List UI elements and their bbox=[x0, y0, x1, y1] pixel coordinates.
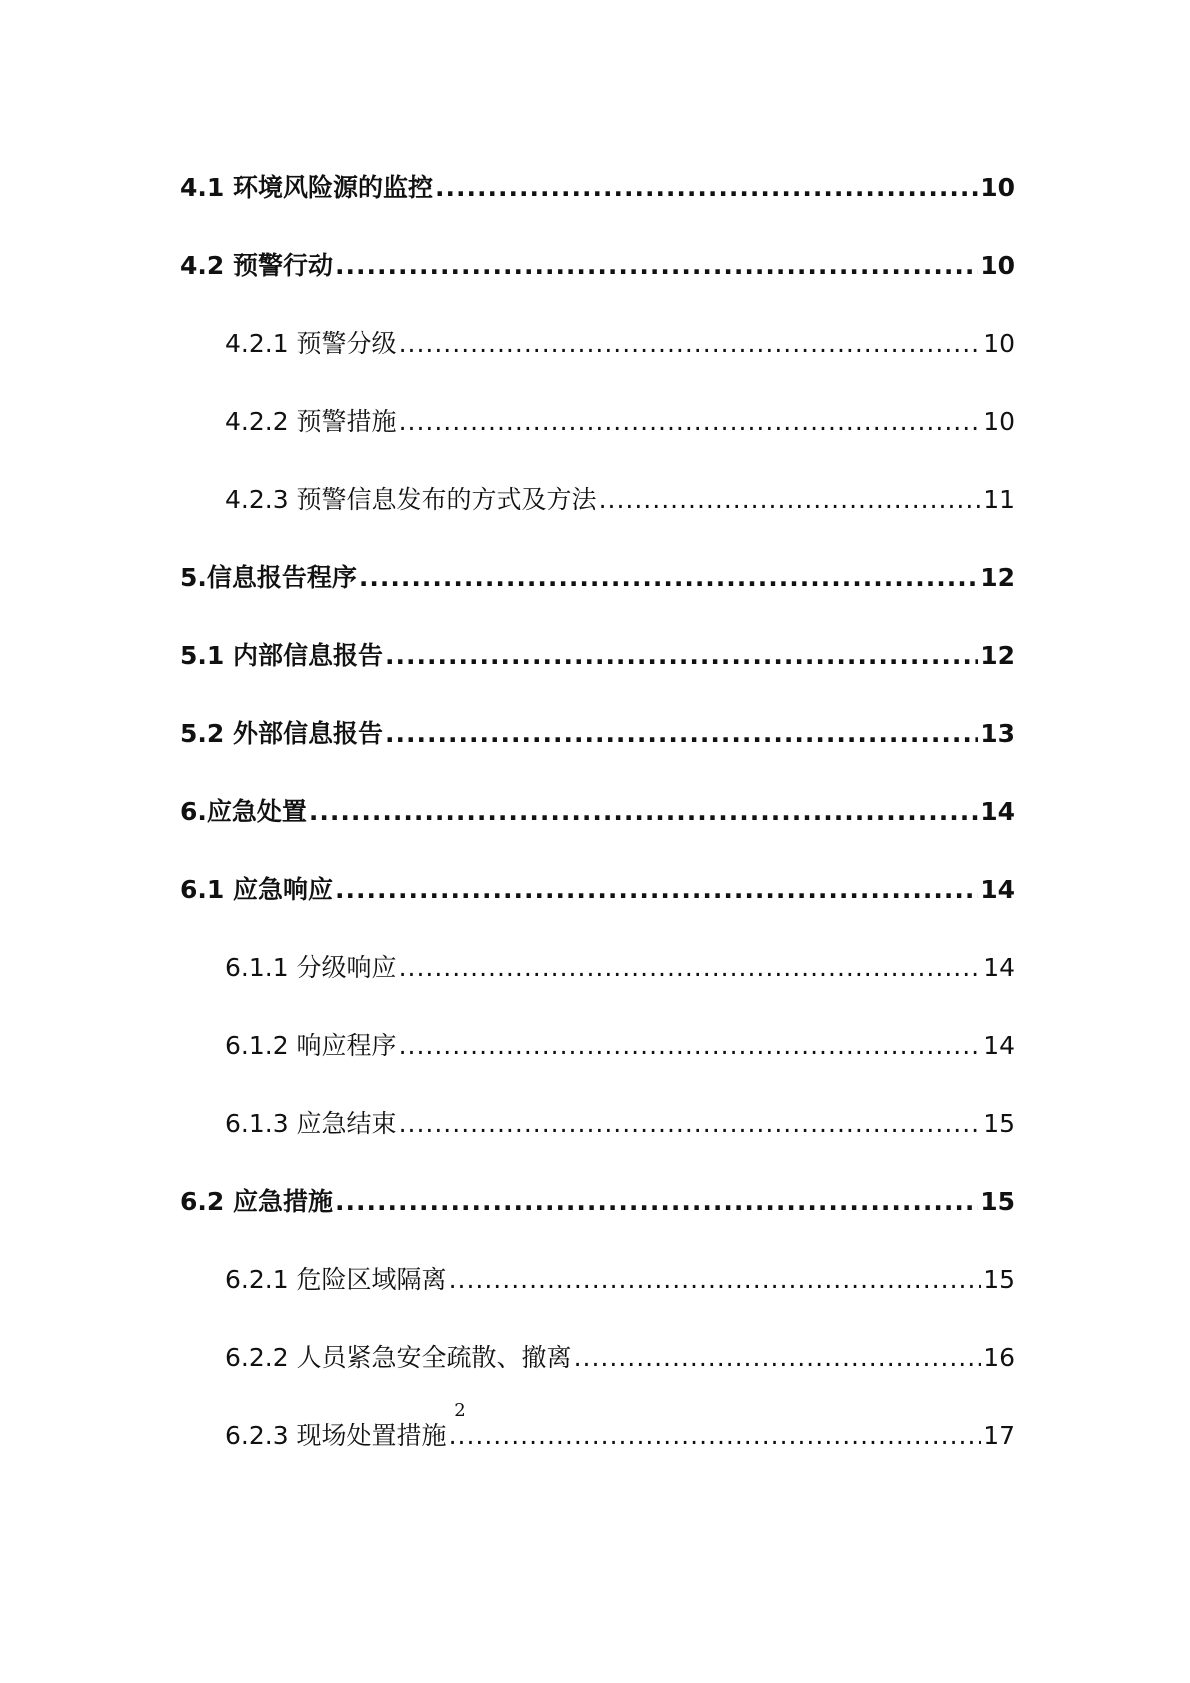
toc-dot-leader bbox=[399, 324, 982, 364]
toc-dot-leader bbox=[335, 1182, 978, 1222]
toc-entry-page: 14 bbox=[983, 953, 1015, 982]
toc-dot-leader bbox=[399, 948, 982, 988]
toc-dot-leader bbox=[449, 1260, 982, 1300]
toc-entry-label: 6.1.3 应急结束 bbox=[225, 1109, 397, 1138]
toc-entry-label: 6.1.1 分级响应 bbox=[225, 953, 397, 982]
toc-entry[interactable] bbox=[225, 1416, 1015, 1456]
toc-entry-label: 4.2.3 预警信息发布的方式及方法 bbox=[225, 485, 597, 514]
toc-entry[interactable] bbox=[180, 792, 1015, 832]
toc-entry-page: 14 bbox=[980, 875, 1015, 904]
toc-dot-leader bbox=[335, 246, 978, 286]
toc-entry[interactable] bbox=[180, 636, 1015, 676]
toc-entry[interactable] bbox=[225, 1338, 1015, 1378]
toc-dot-leader bbox=[309, 792, 978, 832]
toc-entry-label: 6.1 应急响应 bbox=[180, 875, 333, 904]
toc-entry-label: 4.2.1 预警分级 bbox=[225, 329, 397, 358]
toc-entry-label: 6.1.2 响应程序 bbox=[225, 1031, 397, 1060]
toc-entry-label: 6.2.2 人员紧急安全疏散、撤离 bbox=[225, 1343, 572, 1372]
toc-entry[interactable] bbox=[180, 1182, 1015, 1222]
toc-entry[interactable] bbox=[225, 1260, 1015, 1300]
toc-entry-label: 6.2.1 危险区域隔离 bbox=[225, 1265, 447, 1294]
toc-dot-leader bbox=[359, 558, 978, 598]
toc-dot-leader bbox=[399, 402, 982, 442]
toc-entry-label: 5.2 外部信息报告 bbox=[180, 719, 383, 748]
toc-dot-leader bbox=[435, 168, 978, 208]
toc-dot-leader bbox=[574, 1338, 982, 1378]
toc-entry-label: 6.2.3 现场处置措施 bbox=[225, 1421, 447, 1450]
toc-entry-page: 15 bbox=[983, 1109, 1015, 1138]
toc-dot-leader bbox=[399, 1104, 982, 1144]
toc-entry[interactable] bbox=[225, 324, 1015, 364]
toc-entry[interactable] bbox=[225, 480, 1015, 520]
toc-entry-label: 6.应急处置 bbox=[180, 797, 307, 826]
toc-entry-page: 14 bbox=[980, 797, 1015, 826]
toc-entry-page: 10 bbox=[980, 173, 1015, 202]
toc-entry-label: 6.2 应急措施 bbox=[180, 1187, 333, 1216]
toc-entry-page: 10 bbox=[980, 251, 1015, 280]
toc-entry-page: 14 bbox=[983, 1031, 1015, 1060]
toc-entry-page: 10 bbox=[983, 407, 1015, 436]
toc-entry-label: 5.1 内部信息报告 bbox=[180, 641, 383, 670]
toc-entry[interactable] bbox=[225, 948, 1015, 988]
toc-dot-leader bbox=[449, 1416, 982, 1456]
toc-dot-leader bbox=[385, 714, 978, 754]
toc-entry[interactable] bbox=[180, 870, 1015, 910]
toc-dot-leader bbox=[399, 1026, 982, 1066]
toc-entry-label: 4.1 环境风险源的监控 bbox=[180, 173, 433, 202]
toc-entry-page: 12 bbox=[980, 641, 1015, 670]
toc-entry[interactable] bbox=[180, 246, 1015, 286]
toc-entry[interactable] bbox=[180, 714, 1015, 754]
toc-entry-page: 13 bbox=[980, 719, 1015, 748]
toc-entry[interactable] bbox=[225, 1104, 1015, 1144]
toc-entry-label: 4.2.2 预警措施 bbox=[225, 407, 397, 436]
toc-entry-label: 4.2 预警行动 bbox=[180, 251, 333, 280]
toc-entry[interactable] bbox=[180, 558, 1015, 598]
toc-entry[interactable] bbox=[225, 402, 1015, 442]
toc-entry-page: 17 bbox=[983, 1421, 1015, 1450]
toc-dot-leader bbox=[385, 636, 978, 676]
toc-entry[interactable] bbox=[180, 168, 1015, 208]
page-number: 2 bbox=[454, 1400, 466, 1421]
toc-entry-page: 16 bbox=[983, 1343, 1015, 1372]
toc-entry-label: 5.信息报告程序 bbox=[180, 563, 357, 592]
toc-dot-leader bbox=[335, 870, 978, 910]
toc-entry[interactable] bbox=[225, 1026, 1015, 1066]
toc-entry-page: 10 bbox=[983, 329, 1015, 358]
toc-entry-page: 11 bbox=[983, 485, 1015, 514]
toc-entry-page: 12 bbox=[980, 563, 1015, 592]
toc-entry-page: 15 bbox=[983, 1265, 1015, 1294]
toc-dot-leader bbox=[599, 480, 982, 520]
toc-entry-page: 15 bbox=[980, 1187, 1015, 1216]
